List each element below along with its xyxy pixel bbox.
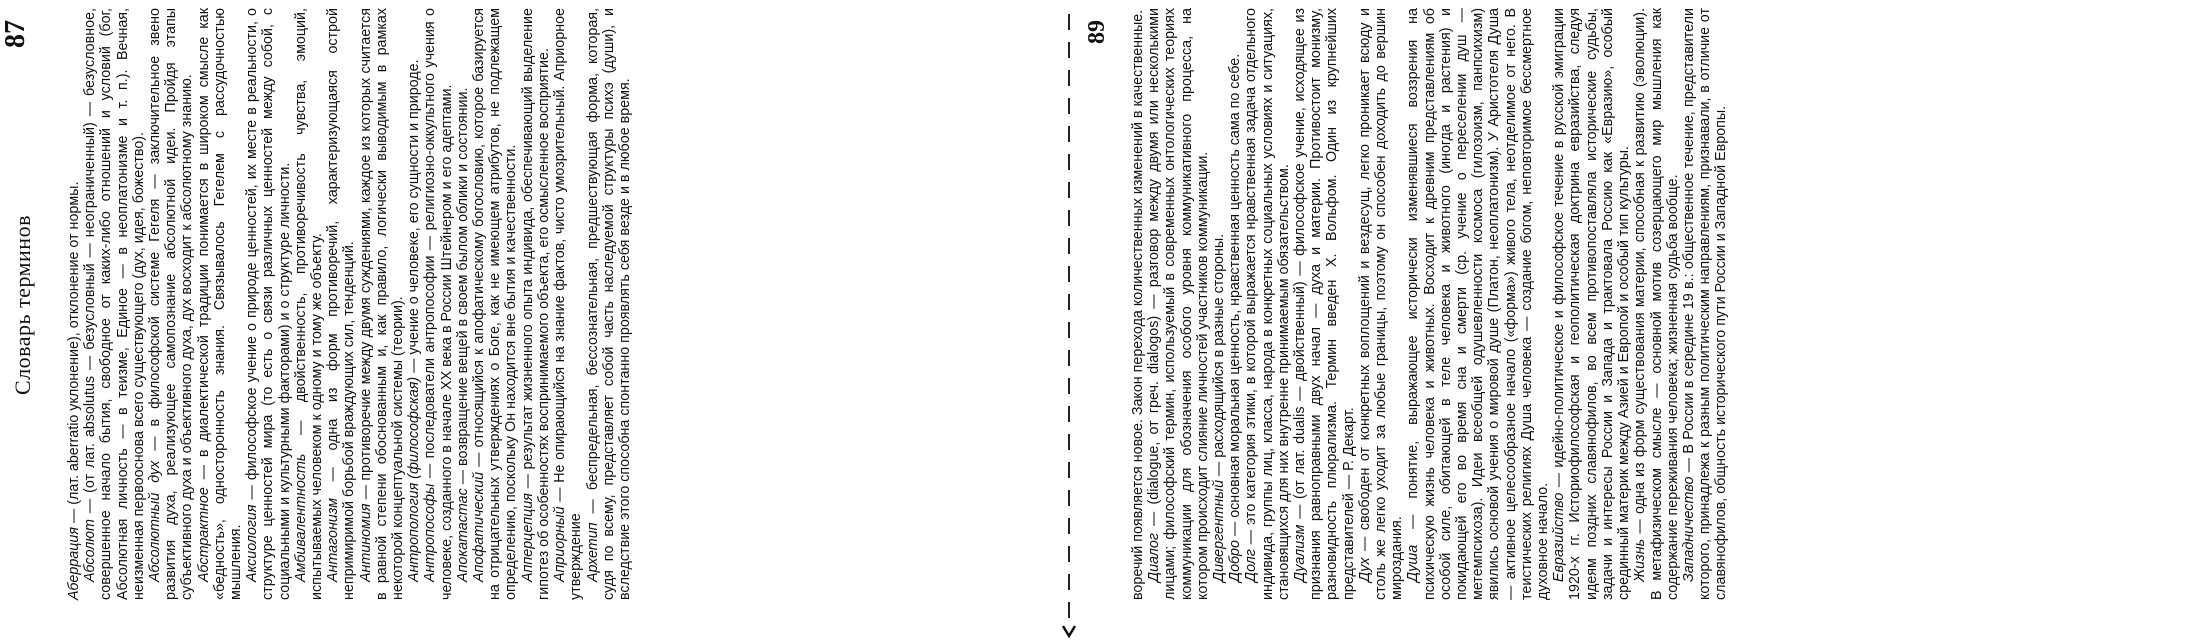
glossary-entry: Диалог — (dialogue, от греч. dialogos) — разговор между двумя или несколькими лицами; философский термин, используемый в современных онтологических теориях коммуникации для обозначения особого уровня коммуникативного процесса, на котором происходит слияние личностей участников коммуникации.	[1146, 8, 1211, 600]
glossary-entry: Апофатический — относящийся к апофатическому богословию, которое базируется на отрицательных утверждениях о Боге, как не имеющем атрибутов, не подлежащем определению, поскольку Он находится вне бытия и качественности.	[471, 8, 520, 600]
glossary-entry-continuation: воречий появляется новое. Закон перехода количественных изменений в качественные.	[1130, 9, 1146, 600]
glossary-entry: Душа — понятие, выражающее исторически изменявшиеся воззрения на психическую жизнь человека и животных. Восходит к древним представлениям об особой силе, обитающей в теле человека и животного (иногда и растения) и покидающей его во время сна и смерти (ср. учение о переселении душ — метемпсихоза). Идеи всеобщей одушевленности космоса (гилозоизм, панпсихизм) явились основой учения о мировой душе (Платон, неоплатонизм). У Аристотеля Душа — активное целесообразное начало («форма») живого тела, неотделимое от него. В теистических религиях Душа человека — создание богом, неповторимое бессмертное духовное начало.	[1405, 8, 1552, 600]
page-cut-divider	[1062, 0, 1076, 640]
glossary-entry: Аксиология — философское учение о природе ценностей, их месте в реальности, о структуре ценностей мира (то есть о связи различных ценностей между собой, с социальными и культурными факторами) и о структуре личности.	[244, 8, 293, 600]
scissor-arrow-icon	[1063, 626, 1075, 636]
glossary-entry: Дух — свободен от конкретных воплощений и вездесущ, легко проникает всюду и столь же легко уходит за любые границы, поэтому он способен доходить до вершин мироздания.	[1356, 8, 1406, 600]
glossary-entry: Амбивалентность — двойственность, противоречивость чувства, эмоций, испытываемых человеком к одному и тому же объекту.	[292, 8, 326, 600]
glossary-column-page-89	[1130, 8, 1730, 600]
glossary-entry: Евразийство — идейно-политическое и философское течение в русской эмиграции 1920-х гг. Историофилософская и геополитическая доктрина евразийства, следуя идеям поздних славянофилов, во всем противопоставляла исторические судьбы, задачи и интересы России и Запада и трактовала Россию как «Евразию», особый срединный материк между Азией и Европой и особый тип культуры.	[1551, 8, 1633, 600]
glossary-entry: Абсолют — (от лат. absolutus — безусловный — неограниченный) — безусловное, совершенное начало бытия, свободное от каких-либо отношений и условий (бог, Абсолютная личность — в теизме, Единое — в неоплатонизме и т. п.). Вечная, неизменная первооснова всего существующего (дух, идея, божество).	[82, 8, 147, 600]
glossary-entry: Добро — основная моральная ценность, нравственная ценность сама по себе.	[1227, 53, 1244, 582]
glossary-entry: Апперцепция — результат жизненного опыта индивида, обеспечивающий выделение гипотез об особенностях воспринимаемого объекта, его осмысленное восприятие.	[519, 8, 552, 600]
glossary-entry: Архетип — беспредельная, бессознательная, предшествующая форма, которая, судя по всему, представляет собой часть наследуемой структуры психэ (души), и вследствие этого способна спонтанно проявлять себя везде и в любое время.	[584, 8, 633, 600]
page-header-87	[0, 10, 60, 600]
glossary-entry: Долг — это категория этики, в которой выражается нравственная задача отдельного индивида, группы лиц, класса, народа в конкретных социальных условиях и ситуациях, становящихся для них внутренне принимаемым обязательством.	[1243, 8, 1292, 600]
glossary-entry: Антагонизм — одна из форм противоречий, характеризующаяся острой непримиримой борьбой враждующих сил, тенденций.	[325, 8, 358, 600]
glossary-entry: Априорный — Не опирающийся на знание фактов, чисто умозрительный. Априорное утверждение	[552, 8, 585, 600]
glossary-entry: Дивергентный — расходящийся в разные стороны.	[1211, 233, 1228, 582]
glossary-entry: Жизнь — одна из форм существования материи, способная к развитию (эволюции). В метафизическом смысле — основной мотив созерцающего мир мышления как содержание переживания человека; жизненная судьба вообще.	[1632, 8, 1681, 600]
glossary-column-page-87	[66, 8, 633, 600]
glossary-entry: Дуализм — (от лат. dualis — двойственный) — философское учение, исходящее из признания равноправными двух начал — духа и материи. Противостоит монизму, разновидность плюрализма. Термин введен Х. Вольфом. Один из крупнейших представителей — Р. Декарт.	[1292, 8, 1357, 600]
glossary-entry: Антропософы — последователи антропософии — религиозно-оккультного учения о человеке, созданного в начале XX века в России Штейнером и его адептами.	[422, 8, 455, 600]
glossary-entry: Абсолютный дух — в философской системе Гегеля — заключительное звено развития духа, реализующее самопознание абсолютной идеи. Пройдя этапы субъективного духа и объективного духа, дух восходит к абсолютному знанию.	[147, 7, 196, 600]
glossary-entry: Аберрация — (лат. aberratio уклонение), отклонение от нормы.	[66, 181, 82, 600]
page-number: 87	[0, 20, 31, 48]
glossary-entry: Антропология (философская) — учение о человеке, его сущности и природе.	[406, 59, 423, 582]
page-number: 89	[1084, 20, 1110, 44]
glossary-entry: Апокатастас — возвращение вещей в своем былом облики и состоянии.	[454, 87, 471, 582]
glossary-entry: Антиномия — противоречие между двумя суждениями, каждое из которых считается в равной степени обоснованным и, как правило, логически выводимым в рамках некоторой концептуальной системы (теории).	[357, 8, 407, 600]
glossary-entry: Абстрактное — в диалектической традиции понимается в широком смысле как «бедность», односторонность знания. Связывалось Гегелем с рассудочностью мышления.	[195, 8, 245, 600]
glossary-entry: Западничество — В России в середине 19 в.: общественное течение, представители которого, принадлежа к разным политическим направлениям, признавали, в отличие от славянофилов, общность исторического пути России и Западной Европы.	[1680, 8, 1730, 600]
page-running-title: Словарь терминов	[10, 215, 35, 395]
